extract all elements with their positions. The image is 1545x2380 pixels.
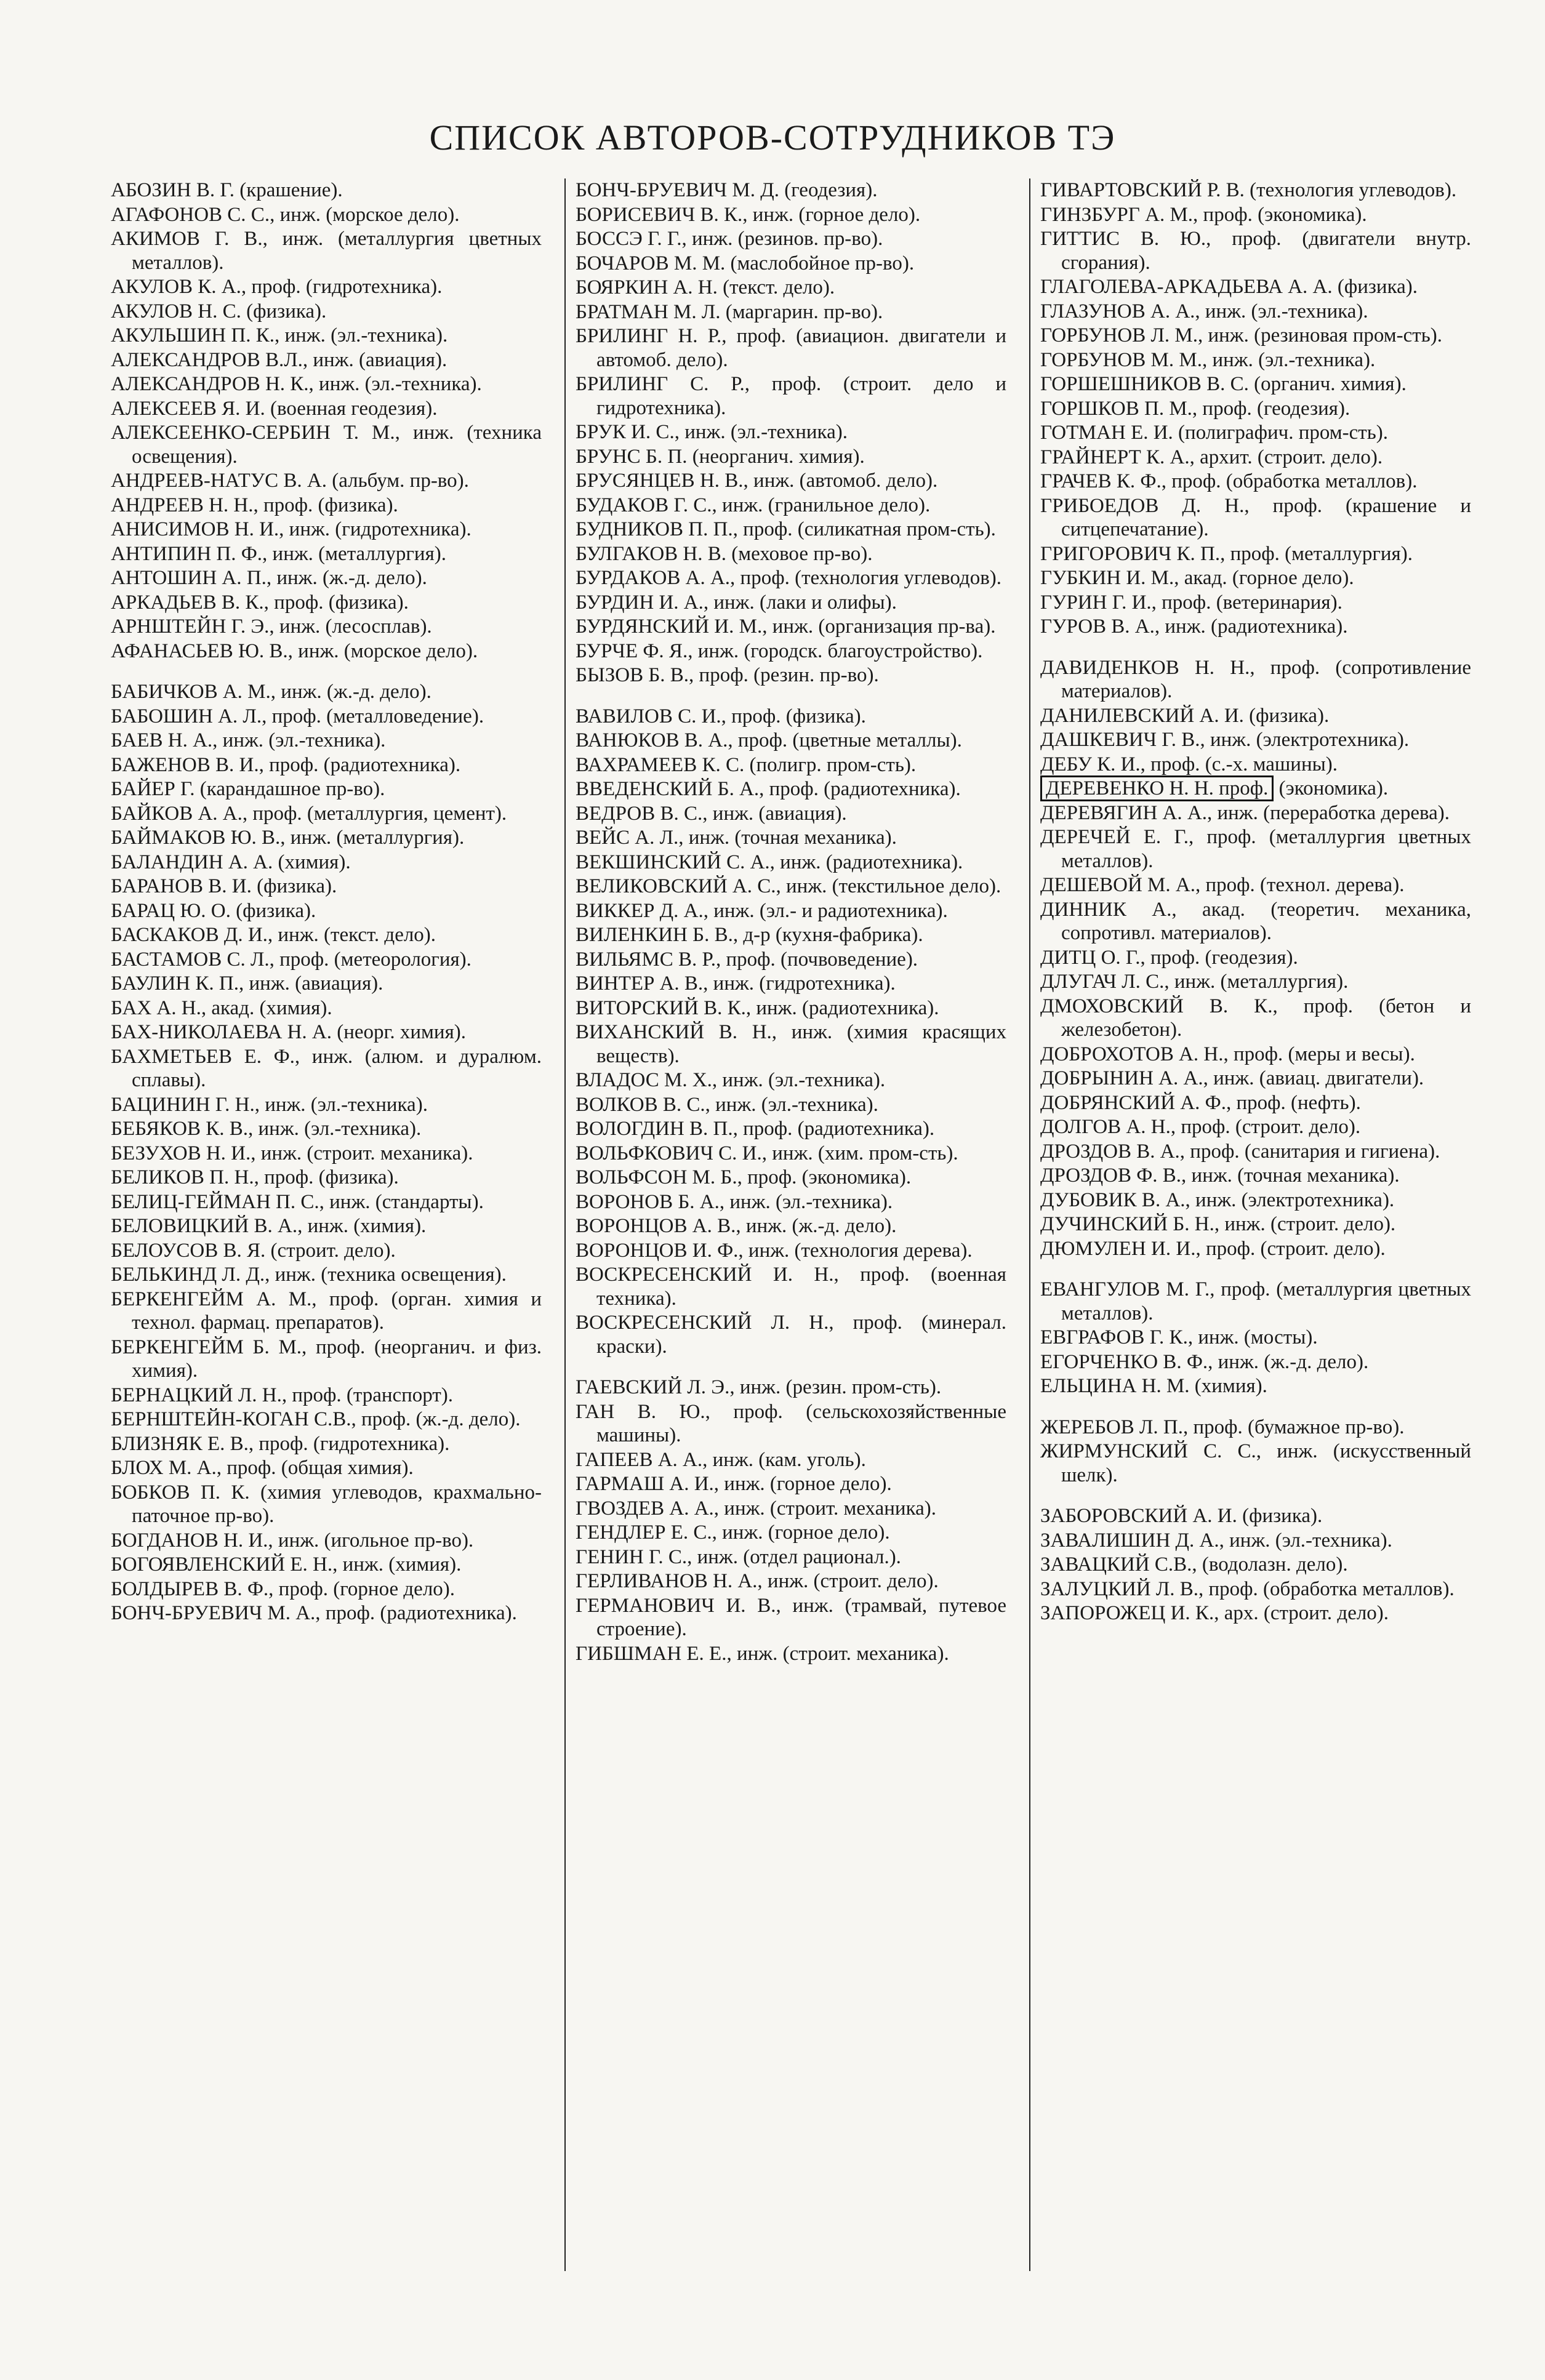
author-entry: ВОЛОГДИН В. П., проф. (радиотехника). bbox=[576, 1118, 935, 1140]
author-entry: ВИТОРСКИЙ В. К., инж. (радиотехника). bbox=[576, 996, 939, 1019]
author-entry: БЕЛИЦ-ГЕЙМАН П. С., инж. (стандарты). bbox=[111, 1190, 484, 1213]
author-entry: БАХ-НИКОЛАЕВА Н. А. (неорг. химия). bbox=[111, 1021, 466, 1043]
author-entry: БОБКОВ П. К. (химия углеводов, крахмально-паточное пр-во). bbox=[111, 1481, 542, 1527]
author-entry: БАХМЕТЬЕВ Е. Ф., инж. (алюм. и дуралюм. сплавы). bbox=[111, 1045, 542, 1091]
author-entry: ГЕРМАНОВИЧ И. В., инж. (трамвай, путевое строение). bbox=[576, 1594, 1006, 1640]
author-entry: ГИБШМАН Е. Е., инж. (строит. механика). bbox=[576, 1642, 949, 1665]
author-entry: ГУРИН Г. И., проф. (ветеринария). bbox=[1040, 591, 1342, 614]
author-entry: ЗАВАЦКИЙ С.В., (водолазн. дело). bbox=[1040, 1553, 1348, 1576]
author-entry: АНИСИМОВ Н. И., инж. (гидротехника). bbox=[111, 518, 472, 540]
author-entry: ГОТМАН Е. И. (полиграфич. пром-сть). bbox=[1040, 422, 1388, 444]
author-entry: АФАНАСЬЕВ Ю. В., инж. (морское дело). bbox=[111, 639, 478, 662]
author-entry: ГАН В. Ю., проф. (сельскохозяйственные машины). bbox=[576, 1400, 1006, 1446]
author-entry: АНТИПИН П. Ф., инж. (металлургия). bbox=[111, 542, 446, 565]
author-entry: ДРОЗДОВ Ф. В., инж. (точная механика). bbox=[1040, 1164, 1400, 1187]
author-entry: ДУЧИНСКИЙ Б. Н., инж. (строит. дело). bbox=[1040, 1213, 1396, 1235]
author-entry: БУЛГАКОВ Н. В. (меховое пр-во). bbox=[576, 542, 873, 565]
author-entry: БАСТАМОВ С. Л., проф. (метеорология). bbox=[111, 948, 472, 971]
author-entry: БОНЧ-БРУЕВИЧ М. А., проф. (радиотехника). bbox=[111, 1602, 517, 1624]
author-entry: БАЖЕНОВ В. И., проф. (радиотехника). bbox=[111, 753, 461, 776]
column-divider bbox=[564, 178, 566, 2271]
author-entry: БАЙКОВ А. А., проф. (металлургия, цемент). bbox=[111, 802, 507, 825]
author-entry: БАЛАНДИН А. А. (химия). bbox=[111, 851, 351, 873]
author-entry: ГЕНИН Г. С., инж. (отдел рационал.). bbox=[576, 1545, 901, 1568]
author-entry: БЕРНШТЕЙН-КОГАН С.В., проф. (ж.-д. дело). bbox=[111, 1408, 521, 1430]
author-entry: ЗАПОРОЖЕЦ И. К., арх. (строит. дело). bbox=[1040, 1602, 1389, 1624]
author-entry: ДЕРЕВЯГИН А. А., инж. (переработка дерева). bbox=[1040, 801, 1450, 824]
author-entry: БАБОШИН А. Л., проф. (металловедение). bbox=[111, 705, 484, 727]
author-entry: ГУРОВ В. А., инж. (радиотехника). bbox=[1040, 615, 1348, 638]
author-entry: АНДРЕЕВ Н. Н., проф. (физика). bbox=[111, 494, 398, 516]
author-entry: АЛЕКСАНДРОВ В.Л., инж. (авиация). bbox=[111, 348, 447, 371]
author-entry: БАУЛИН К. П., инж. (авиация). bbox=[111, 972, 383, 995]
author-entry: БУДАКОВ Г. С., инж. (гранильное дело). bbox=[576, 494, 931, 516]
author-entry: БЕЛОУСОВ В. Я. (строит. дело). bbox=[111, 1239, 396, 1262]
author-entry: ГОРБУНОВ М. М., инж. (эл.-техника). bbox=[1040, 348, 1376, 371]
author-entry: АКУЛЬШИН П. К., инж. (эл.-техника). bbox=[111, 324, 448, 347]
page-title: СПИСОК АВТОРОВ-СОТРУДНИКОВ ТЭ bbox=[429, 118, 1116, 158]
author-entry: ВОРОНОВ Б. А., инж. (эл.-техника). bbox=[576, 1190, 893, 1213]
author-entry: ВЕКШИНСКИЙ С. А., инж. (радиотехника). bbox=[576, 851, 963, 873]
author-entry: БЫЗОВ Б. В., проф. (резин. пр-во). bbox=[576, 664, 879, 686]
author-entry: БУРДИН И. А., инж. (лаки и олифы). bbox=[576, 591, 897, 614]
author-entry: ВОРОНЦОВ И. Ф., инж. (технология дерева). bbox=[576, 1239, 973, 1262]
author-entry: ВАВИЛОВ С. И., проф. (физика). bbox=[576, 705, 866, 727]
author-entry: ГОРБУНОВ Л. М., инж. (резиновая пром-сть). bbox=[1040, 324, 1442, 347]
author-entry: БРИЛИНГ Н. Р., проф. (авиацион. двигатели и автомоб. дело). bbox=[576, 325, 1006, 371]
author-entry: БОЛДЫРЕВ В. Ф., проф. (горное дело). bbox=[111, 1577, 455, 1600]
author-entry: ЕВАНГУЛОВ М. Г., проф. (металлургия цветных металлов). bbox=[1040, 1278, 1471, 1324]
author-entry: АРНШТЕЙН Г. Э., инж. (лесосплав). bbox=[111, 615, 432, 638]
author-entry: ЗАВАЛИШИН Д. А., инж. (эл.-техника). bbox=[1040, 1529, 1392, 1552]
author-entry: БАХ А. Н., акад. (химия). bbox=[111, 996, 332, 1019]
author-entry: ДЛУГАЧ Л. С., инж. (металлургия). bbox=[1040, 971, 1349, 993]
author-entry: БЛОХ М. А., проф. (общая химия). bbox=[111, 1457, 414, 1479]
author-entry: ЕВГРАФОВ Г. К., инж. (мосты). bbox=[1040, 1326, 1318, 1348]
author-entry: ВЕЙС А. Л., инж. (точная механика). bbox=[576, 827, 897, 849]
author-entry: БАРАНОВ В. И. (физика). bbox=[111, 875, 337, 897]
author-entry: БЕЛЬКИНД Л. Д., инж. (техника освещения). bbox=[111, 1264, 507, 1286]
author-entry: ГАРМАШ А. И., инж. (горное дело). bbox=[576, 1473, 892, 1495]
author-entry: АБОЗИН В. Г. (крашение). bbox=[111, 179, 343, 201]
author-entry: АКУЛОВ К. А., проф. (гидротехника). bbox=[111, 276, 443, 298]
author-entry: ГРИГОРОВИЧ К. П., проф. (металлургия). bbox=[1040, 542, 1413, 565]
author-entry: ВИХАНСКИЙ В. Н., инж. (химия красящих веществ). bbox=[576, 1021, 1006, 1067]
author-entry: ГЛАГОЛЕВА-АРКАДЬЕВА А. А. (физика). bbox=[1040, 276, 1418, 298]
author-entry: ВОЛЬФКОВИЧ С. И., инж. (хим. пром-сть). bbox=[576, 1142, 958, 1164]
author-entry: ВИЛЕНКИН Б. В., д-р (кухня-фабрика). bbox=[576, 924, 923, 946]
author-entry: БОЧАРОВ М. М. (маслобойное пр-во). bbox=[576, 252, 915, 274]
author-entry: ЗАБОРОВСКИЙ А. И. (физика). bbox=[1040, 1505, 1323, 1527]
column-1 bbox=[111, 178, 542, 2271]
author-entry: ДАНИЛЕВСКИЙ А. И. (физика). bbox=[1040, 704, 1330, 727]
author-entry: ДРОЗДОВ В. А., проф. (санитария и гигиена). bbox=[1040, 1140, 1440, 1163]
author-entry: АНДРЕЕВ-НАТУС В. А. (альбум. пр-во). bbox=[111, 470, 469, 492]
author-entry: ГИТТИС В. Ю., проф. (двигатели внутр. сгорания). bbox=[1040, 228, 1471, 274]
author-entry: ВАНЮКОВ В. А., проф. (цветные металлы). bbox=[576, 729, 962, 751]
author-entry: БУРЧЕ Ф. Я., инж. (городск. благоустройство). bbox=[576, 639, 983, 662]
author-entry: ВИЛЬЯМС В. Р., проф. (почвоведение). bbox=[576, 948, 918, 971]
author-entry: БОГОЯВЛЕНСКИЙ Е. Н., инж. (химия). bbox=[111, 1553, 462, 1576]
author-entry: БЕРНАЦКИЙ Л. Н., проф. (транспорт). bbox=[111, 1384, 454, 1406]
author-entry: БРУК И. С., инж. (эл.-техника). bbox=[576, 421, 848, 443]
author-entry: ДОБРЫНИН А. А., инж. (авиац. двигатели). bbox=[1040, 1067, 1424, 1089]
highlighted-author-box: ДЕРЕВЕНКО Н. Н. проф. bbox=[1040, 775, 1274, 801]
author-entry: ВИНТЕР А. В., инж. (гидротехника). bbox=[576, 972, 896, 995]
author-entry: ГОРШКОВ П. М., проф. (геодезия). bbox=[1040, 397, 1350, 420]
author-entry: ДИТЦ О. Г., проф. (геодезия). bbox=[1040, 946, 1298, 969]
author-entry: ДЕРЕЧЕЙ Е. Г., проф. (металлургия цветных металлов). bbox=[1040, 826, 1471, 872]
author-entry: БАЙМАКОВ Ю. В., инж. (металлургия). bbox=[111, 827, 465, 849]
author-entry: ДЕБУ К. И., проф. (с.-х. машины). bbox=[1040, 753, 1338, 775]
author-entry: БОРИСЕВИЧ В. К., инж. (горное дело). bbox=[576, 203, 921, 226]
author-entry: ВВЕДЕНСКИЙ Б. А., проф. (радиотехника). bbox=[576, 778, 961, 800]
author-entry: БАЦИНИН Г. Н., инж. (эл.-техника). bbox=[111, 1093, 428, 1116]
author-entry: ЕГОРЧЕНКО В. Ф., инж. (ж.-д. дело). bbox=[1040, 1350, 1369, 1373]
author-entry: АКИМОВ Г. В., инж. (металлургия цветных металлов). bbox=[111, 228, 542, 274]
author-entry: АЛЕКСАНДРОВ Н. К., инж. (эл.-техника). bbox=[111, 373, 482, 395]
author-entry: БОССЭ Г. Г., инж. (резинов. пр-во). bbox=[576, 228, 883, 250]
author-entry: ВЕЛИКОВСКИЙ А. С., инж. (текстильное дело). bbox=[576, 875, 1001, 897]
author-entry: БЕЛИКОВ П. Н., проф. (физика). bbox=[111, 1166, 399, 1188]
author-entry: ВОСКРЕСЕНСКИЙ И. Н., проф. (военная техника). bbox=[576, 1264, 1006, 1310]
author-entry: БОНЧ-БРУЕВИЧ М. Д. (геодезия). bbox=[576, 179, 878, 201]
author-entry: БОЯРКИН А. Н. (текст. дело). bbox=[576, 276, 835, 299]
author-entry: ВЛАДОС М. Х., инж. (эл.-техника). bbox=[576, 1069, 886, 1091]
author-entry: ДЕШЕВОЙ М. А., проф. (технол. дерева). bbox=[1040, 874, 1405, 896]
author-entry: ГЛАЗУНОВ А. А., инж. (эл.-техника). bbox=[1040, 300, 1368, 323]
author-entry: БРУНС Б. П. (неорганич. химия). bbox=[576, 445, 865, 468]
author-entry: БЕЗУХОВ Н. И., инж. (строит. механика). bbox=[111, 1142, 473, 1164]
author-entry: ГРАЧЕВ К. Ф., проф. (обработка металлов). bbox=[1040, 470, 1418, 492]
author-entry: ДОБРЯНСКИЙ А. Ф., проф. (нефть). bbox=[1040, 1091, 1361, 1114]
author-entry: БРУСЯНЦЕВ Н. В., инж. (автомоб. дело). bbox=[576, 470, 938, 492]
author-entry: ГРИБОЕДОВ Д. Н., проф. (крашение и ситцепечатание). bbox=[1040, 494, 1471, 540]
author-entry: БЕЛОВИЦКИЙ В. А., инж. (химия). bbox=[111, 1215, 427, 1237]
author-entry: БАЙЕР Г. (карандашное пр-во). bbox=[111, 778, 385, 800]
author-entry: БРАТМАН М. Л. (маргарин. пр-во). bbox=[576, 300, 883, 323]
author-entry: БАРАЦ Ю. О. (физика). bbox=[111, 899, 316, 922]
author-entry: ДОБРОХОТОВ А. Н., проф. (меры и весы). bbox=[1040, 1043, 1415, 1065]
author-entry: ДАВИДЕНКОВ Н. Н., проф. (сопротивление материалов). bbox=[1040, 656, 1471, 702]
author-entry: ГВОЗДЕВ А. А., инж. (строит. механика). bbox=[576, 1497, 937, 1520]
author-entry: БАЕВ Н. А., инж. (эл.-техника). bbox=[111, 729, 386, 751]
author-entry: АЛЕКСЕЕНКО-СЕРБИН Т. М., инж. (техника освещения). bbox=[111, 422, 542, 468]
author-entry: АГАФОНОВ С. С., инж. (морское дело). bbox=[111, 203, 460, 226]
author-entry: ДУБОВИК В. А., инж. (электротехника). bbox=[1040, 1188, 1395, 1211]
author-entry: АРКАДЬЕВ В. К., проф. (физика). bbox=[111, 591, 409, 614]
author-entry: ЖЕРЕБОВ Л. П., проф. (бумажное пр-во). bbox=[1040, 1416, 1405, 1438]
author-entry: ЕЛЬЦИНА Н. М. (химия). bbox=[1040, 1375, 1267, 1397]
author-entry: ГИНЗБУРГ А. М., проф. (экономика). bbox=[1040, 203, 1367, 226]
author-entry: ГЕРЛИВАНОВ Н. А., инж. (строит. дело). bbox=[576, 1570, 939, 1592]
author-entry bbox=[1040, 777, 1471, 801]
author-entry: ГАЕВСКИЙ Л. Э., инж. (резин. пром-сть). bbox=[576, 1376, 942, 1398]
author-entry: БЛИЗНЯК Е. В., проф. (гидротехника). bbox=[111, 1432, 450, 1455]
author-entry: БАСКАКОВ Д. И., инж. (текст. дело). bbox=[111, 924, 436, 946]
author-entry: ЗАЛУЦКИЙ Л. В., проф. (обработка металлов). bbox=[1040, 1577, 1455, 1600]
author-entry: БЕБЯКОВ К. В., инж. (эл.-техника). bbox=[111, 1118, 422, 1140]
column-divider bbox=[1029, 178, 1030, 2271]
author-entry: БУРДАКОВ А. А., проф. (технология углеводов). bbox=[576, 567, 1002, 589]
author-entry: ДЮМУЛЕН И. И., проф. (строит. дело). bbox=[1040, 1237, 1386, 1260]
author-entry: ДИННИК А., акад. (теоретич. механика, сопротивл. материалов). bbox=[1040, 898, 1471, 944]
author-entry: ГАПЕЕВ А. А., инж. (кам. уголь). bbox=[576, 1448, 866, 1471]
author-entry: ГУБКИН И. М., акад. (горное дело). bbox=[1040, 567, 1354, 589]
author-entry: ГИВАРТОВСКИЙ Р. В. (технология углеводов). bbox=[1040, 179, 1457, 201]
author-entry: БАБИЧКОВ А. М., инж. (ж.-д. дело). bbox=[111, 681, 431, 703]
author-entry: БОГДАНОВ Н. И., инж. (игольное пр-во). bbox=[111, 1529, 474, 1552]
author-entry: ГОРШЕШНИКОВ В. С. (органич. химия). bbox=[1040, 373, 1407, 395]
author-entry: ДОЛГОВ А. Н., проф. (строит. дело). bbox=[1040, 1116, 1361, 1138]
author-entry: БЕРКЕНГЕЙМ А. М., проф. (орган. химия и технол. фармац. препаратов). bbox=[111, 1288, 542, 1334]
author-entry: ВАХРАМЕЕВ К. С. (полигр. пром-сть). bbox=[576, 753, 917, 776]
author-entry: ГЕНДЛЕР Е. С., инж. (горное дело). bbox=[576, 1521, 890, 1544]
column-3 bbox=[1040, 178, 1471, 2271]
author-entry: ВЕДРОВ В. С., инж. (авиация). bbox=[576, 802, 847, 825]
author-entry: ГРАЙНЕРТ К. А., архит. (строит. дело). bbox=[1040, 446, 1383, 468]
author-entry: БУДНИКОВ П. П., проф. (силикатная пром-сть). bbox=[576, 518, 996, 540]
author-entry: ВОЛКОВ В. С., инж. (эл.-техника). bbox=[576, 1093, 878, 1116]
author-entry: БУРДЯНСКИЙ И. М., инж. (организация пр-ва). bbox=[576, 615, 996, 638]
author-entry: ДМОХОВСКИЙ В. К., проф. (бетон и железобетон). bbox=[1040, 995, 1471, 1041]
author-entry: ВИККЕР Д. А., инж. (эл.- и радиотехника). bbox=[576, 899, 948, 922]
author-entry: ЖИРМУНСКИЙ С. С., инж. (искусственный шелк). bbox=[1040, 1440, 1471, 1486]
author-entry: АЛЕКСЕЕВ Я. И. (военная геодезия). bbox=[111, 397, 438, 420]
author-entry: ДАШКЕВИЧ Г. В., инж. (электротехника). bbox=[1040, 729, 1410, 751]
author-entry: ВОРОНЦОВ А. В., инж. (ж.-д. дело). bbox=[576, 1215, 897, 1237]
author-entry: БРИЛИНГ С. Р., проф. (строит. дело и гидротехника). bbox=[576, 373, 1006, 419]
author-entry: АКУЛОВ Н. С. (физика). bbox=[111, 300, 327, 323]
author-entry: ВОЛЬФСОН М. Б., проф. (экономика). bbox=[576, 1166, 912, 1188]
author-field: (экономика). bbox=[1278, 777, 1389, 799]
author-entry: АНТОШИН А. П., инж. (ж.-д. дело). bbox=[111, 567, 427, 589]
author-entry: БЕРКЕНГЕЙМ Б. М., проф. (неорганич. и физ. химия). bbox=[111, 1336, 542, 1382]
author-columns bbox=[111, 178, 1471, 2271]
column-2 bbox=[576, 178, 1006, 2271]
author-entry: ВОСКРЕСЕНСКИЙ Л. Н., проф. (минерал. краски). bbox=[576, 1312, 1006, 1358]
